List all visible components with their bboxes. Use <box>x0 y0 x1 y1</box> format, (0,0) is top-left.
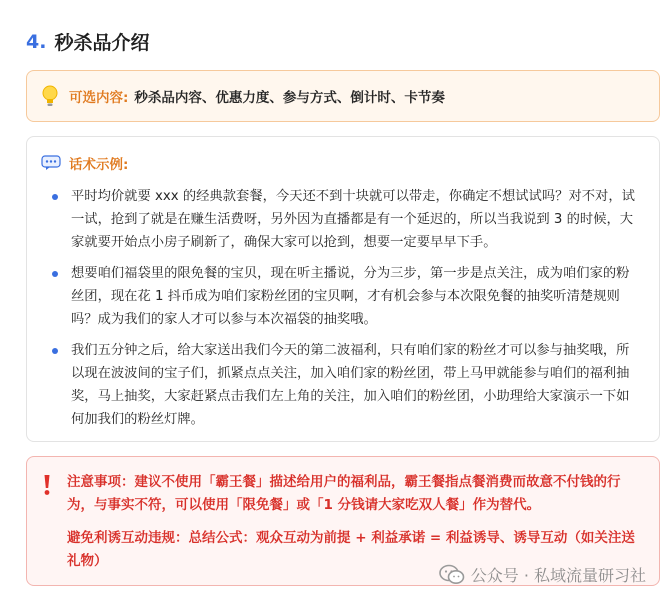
list-item-text: 想要咱们福袋里的限免餐的宝贝，现在听主播说，分为三步，第一步是点关注，成为咱们家的粉丝团，现在花 1 抖币成为咱们家粉丝团的宝贝啊，才有机会参与本次限免餐的抽奖听清楚规则吗？成为我们的家人才可以参与本次福袋的抽奖哦。 <box>71 266 630 327</box>
bullet-dot <box>52 194 58 200</box>
script-list <box>41 185 645 431</box>
warning-note: 注意事项：建议不使用「霸王餐」描述给用户的福利品，霸王餐指点餐消费而故意不付钱的行为，与事实不符，可以使用「限免餐」或「1 分钱请大家吃双人餐」作为替代。 <box>67 474 621 513</box>
bullet-dot <box>52 348 58 354</box>
watermark <box>439 563 646 586</box>
optional-content-callout <box>26 70 660 122</box>
list-item-text: 平时均价就要 xxx 的经典款套餐，今天还不到十块就可以带走，你确定不想试试吗？对不对，试一试，抢到了就是在赚生活费呀，另外因为直播都是有一个延迟的，所以当我说到 3 的时候，大家就要开始点小房子刷新了，确保大家可以抢到，想要一定要早早下手。 <box>71 189 635 250</box>
wechat-icon <box>439 564 465 586</box>
optional-label: 可选内容: <box>69 90 129 106</box>
list-item <box>71 339 645 431</box>
list-item <box>71 262 645 331</box>
section-heading <box>26 28 149 55</box>
optional-text: 秒杀品内容、优惠力度、参与方式、倒计时、卡节奏 <box>134 90 445 106</box>
exclamation-icon <box>43 474 51 496</box>
script-example-box <box>26 136 660 442</box>
list-item-text: 我们五分钟之后，给大家送出我们今天的第二波福利，只有咱们家的粉丝才可以参与抽奖哦，所以现在波波间的宝子们，抓紧点点关注，加入咱们家的粉丝团，带上马甲就能参与咱们的福利抽奖，马上抽奖，大家赶紧点击我们左上角的关注，加入咱们的粉丝团，小助理给大家演示一下如何加我们的粉丝灯牌。 <box>71 343 630 427</box>
warning-formula: 避免利诱互动违规：总结公式：观众互动为前提 + 利益承诺 = 利益诱导、诱导互动（如关注送礼物） <box>67 530 635 569</box>
script-title: 话术示例: <box>69 157 129 173</box>
lightbulb-icon <box>41 85 59 107</box>
chat-bubble-icon <box>41 155 61 171</box>
list-item <box>71 185 645 254</box>
section-title: 秒杀品介绍 <box>54 32 150 54</box>
bullet-dot <box>52 271 58 277</box>
watermark-text: 公众号 · 私域流量研习社 <box>470 566 646 585</box>
script-title-row <box>41 153 645 173</box>
section-number: 4. <box>26 30 47 53</box>
